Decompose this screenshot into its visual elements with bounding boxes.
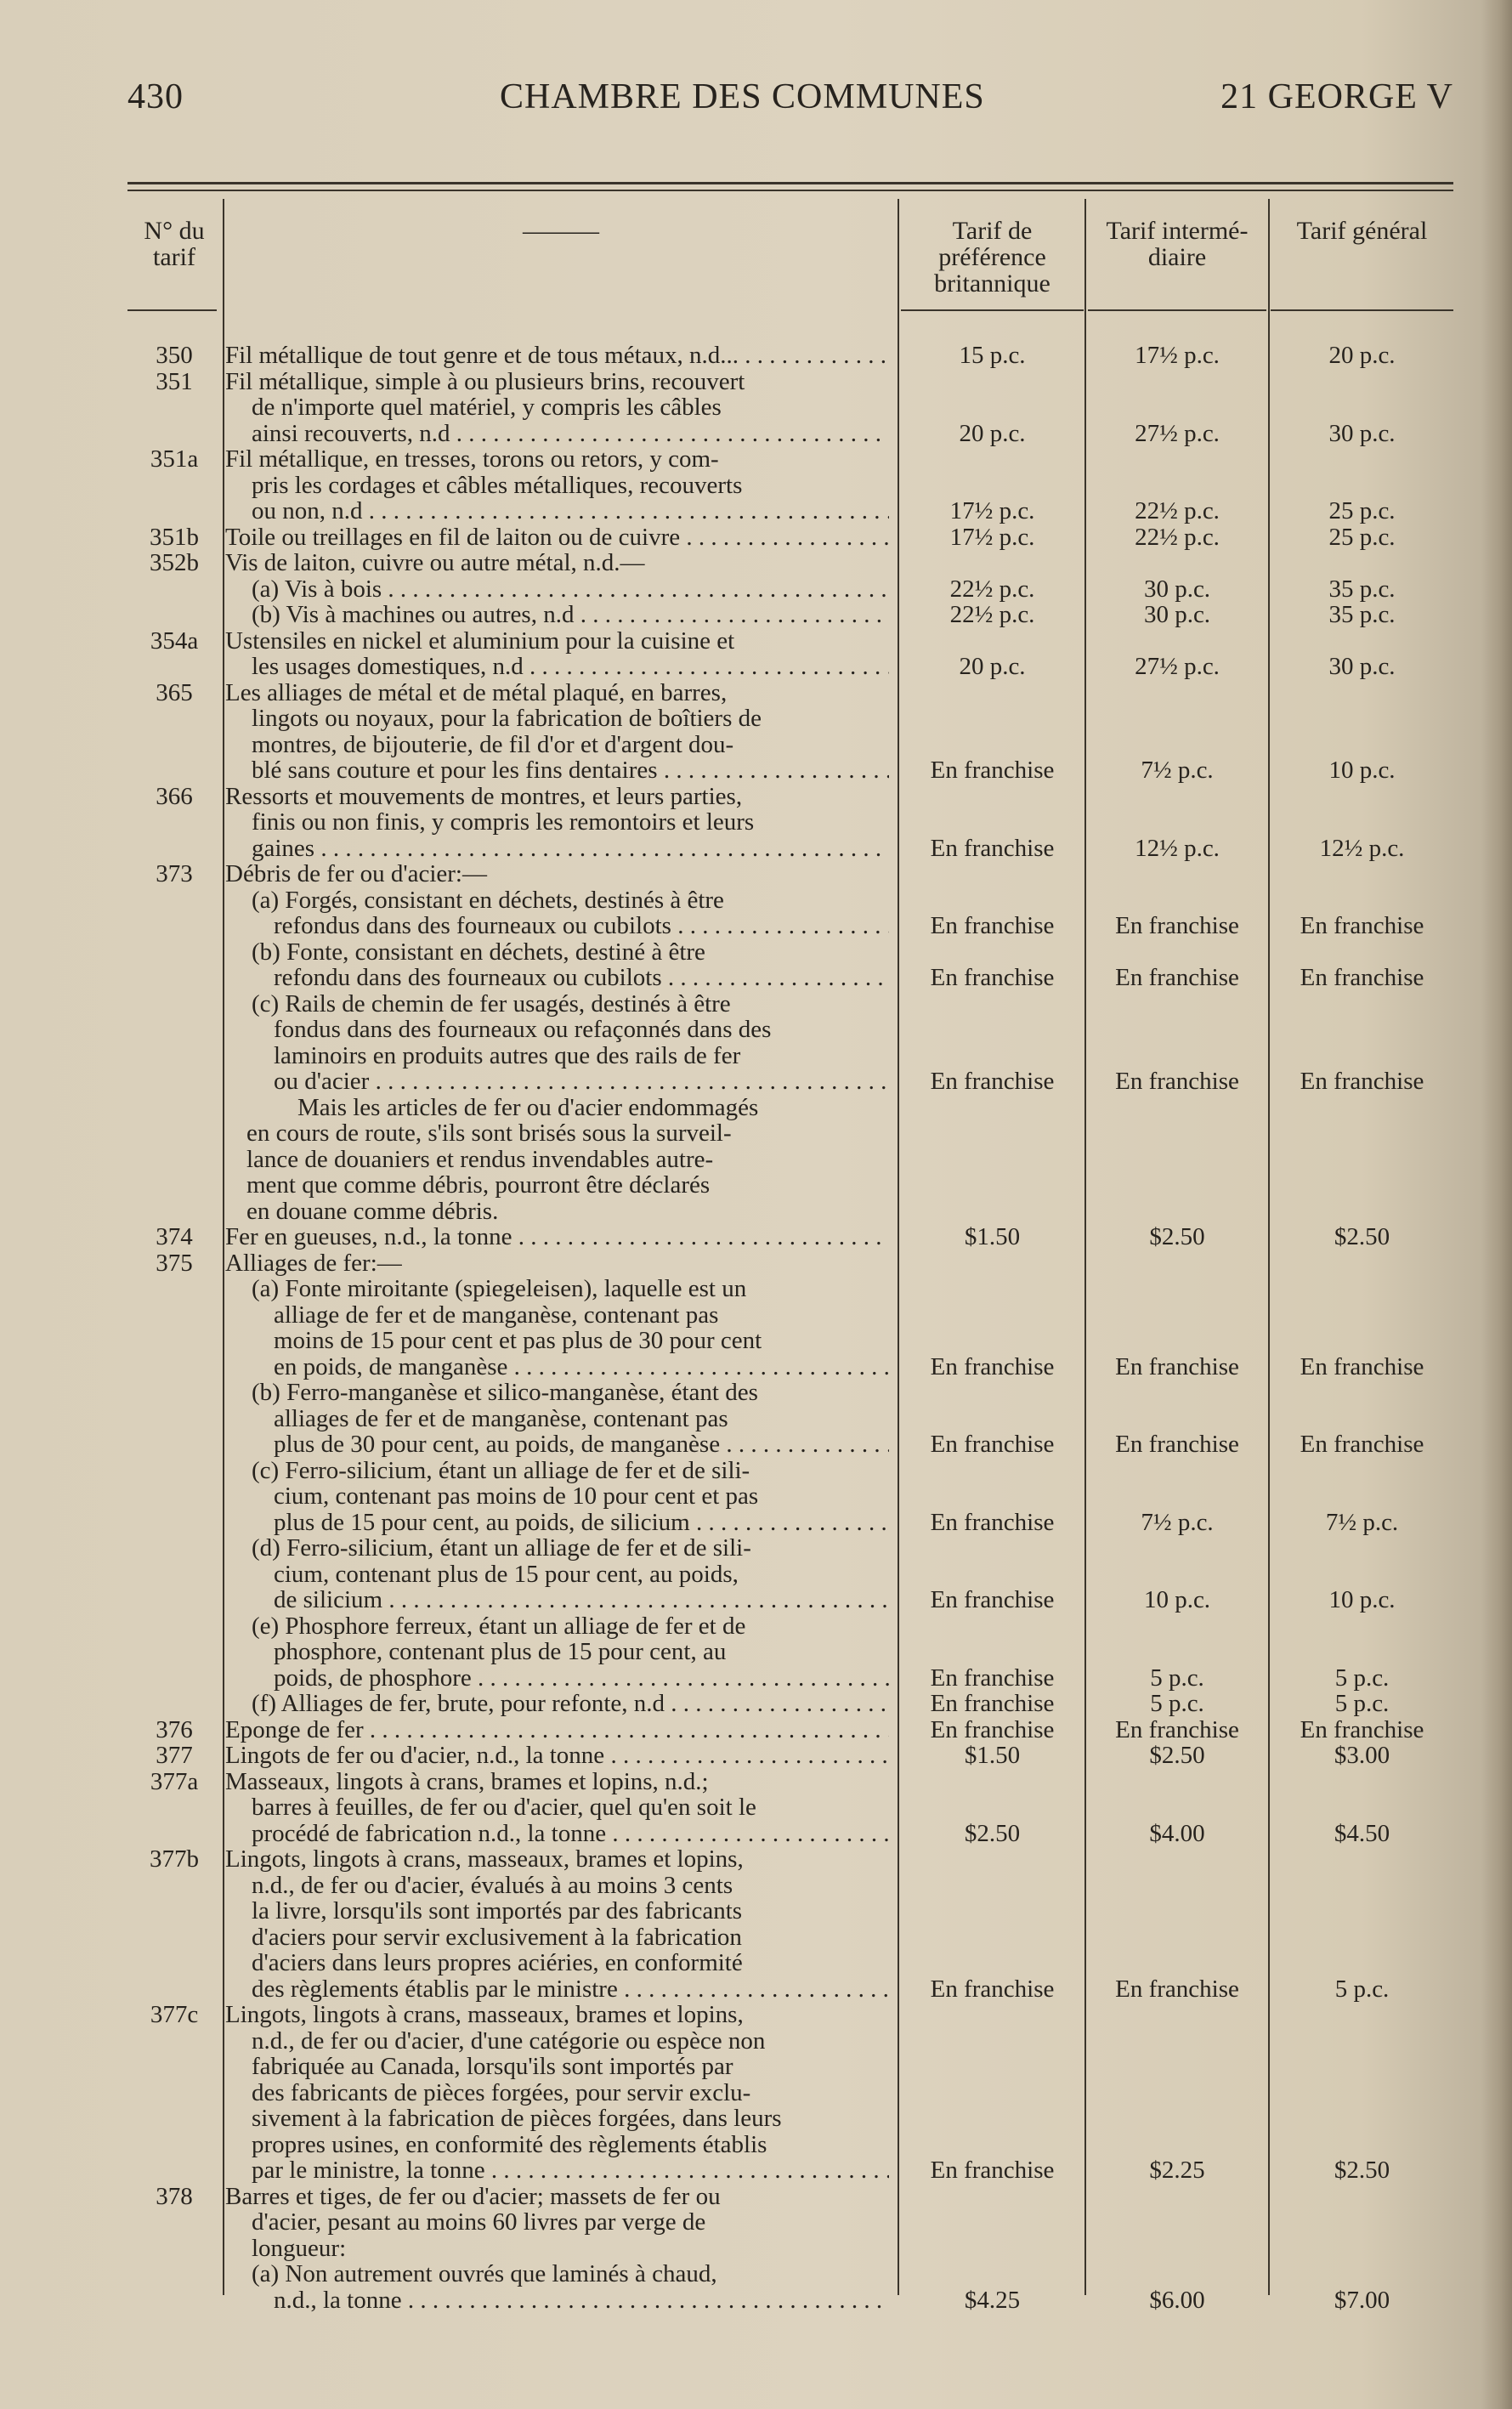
- tariff-description: [252, 939, 889, 991]
- tariff-description: [225, 1224, 889, 1250]
- description-line: (b) Fonte, consistant en déchets, destiné à être: [252, 938, 705, 965]
- rate-british: 22½ p.c.: [949, 575, 1035, 603]
- tariff-number: 354a: [150, 626, 199, 655]
- tariff-description: [252, 1380, 889, 1458]
- rate-intermediate: 22½ p.c.: [1135, 497, 1220, 524]
- rate-intermediate: $2.50: [1149, 1223, 1205, 1250]
- tariff-number: 378: [156, 2182, 193, 2210]
- rate-british: En franchise: [930, 912, 1055, 939]
- description-line: laminoirs en produits autres que des rails de fer: [274, 1042, 741, 1068]
- description-line: Ressorts et mouvements de montres, et leurs parties,: [225, 783, 743, 809]
- rate-british: $1.50: [964, 1223, 1021, 1250]
- rate-british: En franchise: [930, 1431, 1055, 1458]
- page-header: [127, 77, 1453, 128]
- rate-intermediate: 7½ p.c.: [1141, 1508, 1214, 1536]
- tariff-description: [225, 1769, 889, 1847]
- reign-label: 21 GEORGE V: [1220, 77, 1453, 116]
- column-header-description: ———: [523, 217, 599, 245]
- description-line: en poids, de manganèse . . .: [252, 1354, 889, 1380]
- description-line: cium, contenant pas moins de 10 pour cent et pas: [274, 1483, 759, 1510]
- tariff-description: [252, 1613, 889, 1692]
- rate-general: 5 p.c.: [1334, 1975, 1390, 2003]
- description-line: fondus dans des fourneaux ou refaçonnés dans des: [274, 1017, 772, 1043]
- tariff-description: [225, 550, 889, 576]
- page-edge: [1481, 0, 1512, 2409]
- rate-intermediate: En franchise: [1115, 1352, 1239, 1380]
- description-line: en cours de route, s'ils sont brisés sous la surveil-: [246, 1120, 732, 1147]
- description-line: Fil métallique, en tresses, torons ou retors, y com-: [225, 446, 719, 473]
- header-rule-thin: [127, 190, 1453, 191]
- description-line: Toile ou treillages en fil de laiton ou de cuivre . . .: [225, 524, 889, 551]
- rate-general: 5 p.c.: [1334, 1664, 1390, 1692]
- rate-intermediate: 30 p.c.: [1143, 575, 1211, 603]
- rate-intermediate: 10 p.c.: [1143, 1586, 1211, 1613]
- rate-general: 10 p.c.: [1328, 1586, 1396, 1613]
- tariff-description: [225, 680, 889, 784]
- description-line: phosphore, contenant plus de 15 pour cent, au: [274, 1639, 727, 1665]
- rate-british: $4.25: [964, 2286, 1021, 2314]
- column-rule: [127, 309, 217, 311]
- description-line: Lingots de fer ou d'acier, n.d., la tonne . . .: [225, 1743, 889, 1769]
- rate-intermediate: 7½ p.c.: [1141, 757, 1214, 784]
- rate-intermediate: 30 p.c.: [1143, 601, 1211, 628]
- tariff-description: [225, 1846, 889, 2002]
- rate-intermediate: $2.25: [1149, 2157, 1205, 2184]
- tariff-description: [252, 576, 889, 603]
- tariff-number: 375: [156, 1249, 193, 1277]
- description-line: (a) Non autrement ouvrés que laminés à chaud,: [252, 2261, 717, 2287]
- description-line: barres à feuilles, de fer ou d'acier, quel qu'en soit le: [252, 1794, 756, 1821]
- description-line: d'aciers dans leurs propres aciéries, en conformité: [252, 1950, 743, 1976]
- description-line: finis ou non finis, y compris les remontoirs et leurs: [252, 809, 755, 836]
- column-rule: [1271, 309, 1453, 311]
- rate-general: $2.50: [1334, 1223, 1390, 1250]
- rate-intermediate: 5 p.c.: [1150, 1664, 1204, 1692]
- column-divider: [1084, 199, 1086, 2295]
- description-line: en douane comme débris.: [246, 1198, 499, 1224]
- column-divider: [898, 199, 899, 2295]
- column-header-number: N° du tarif: [144, 217, 205, 271]
- tariff-number: 352b: [150, 549, 199, 576]
- rate-british: 15 p.c.: [959, 342, 1026, 369]
- description-line: propres usines, en conformité des règlements établis: [252, 2131, 767, 2157]
- rate-intermediate: 12½ p.c.: [1135, 834, 1220, 862]
- tariff-description: [225, 369, 889, 447]
- tariff-number: 350: [156, 342, 193, 369]
- column-header-british: Tarif de préférence britannique: [934, 217, 1050, 298]
- rate-general: $4.50: [1334, 1819, 1390, 1847]
- description-line: (c) Rails de chemin de fer usagés, destinés à être: [252, 990, 731, 1017]
- tariff-number: 377c: [150, 2001, 199, 2028]
- page-title: CHAMBRE DES COMMUNES: [500, 77, 985, 116]
- description-line: la livre, lorsqu'ils sont importés par des fabricants: [252, 1898, 743, 1924]
- rate-british: 17½ p.c.: [949, 497, 1035, 524]
- description-line: ou d'acier . . .: [252, 1068, 889, 1095]
- rate-british: 20 p.c.: [959, 419, 1026, 447]
- description-line: moins de 15 pour cent et pas plus de 30 pour cent: [274, 1328, 762, 1354]
- tariff-description: [225, 524, 889, 551]
- rate-intermediate: En franchise: [1115, 1715, 1239, 1743]
- description-line: (a) Vis à bois . . .: [252, 576, 889, 603]
- tariff-description: [225, 1743, 889, 1769]
- column-divider: [223, 199, 224, 2295]
- description-line: n.d., de fer ou d'acier, évalués à au moins 3 cents: [252, 1872, 733, 1898]
- description-line: refondus dans des fourneaux ou cubilots . . .: [252, 913, 889, 939]
- rate-british: $2.50: [964, 1819, 1021, 1847]
- tariff-description: [225, 446, 889, 524]
- description-line: Barres et tiges, de fer ou d'acier; massets de fer ou: [225, 2183, 721, 2209]
- description-line: Fil métallique de tout genre et de tous métaux, n.d... . . .: [225, 343, 889, 369]
- rate-british: 20 p.c.: [959, 653, 1026, 680]
- tariff-description: [225, 343, 889, 369]
- rate-british: En franchise: [930, 964, 1055, 991]
- tariff-number: 351: [156, 367, 193, 395]
- tariff-description: [252, 602, 889, 628]
- rate-general: En franchise: [1300, 1715, 1424, 1743]
- tariff-description: [225, 1250, 889, 1277]
- header-rule: [127, 182, 1453, 184]
- description-line: Mais les articles de fer ou d'acier endommagés: [297, 1094, 759, 1120]
- tariff-number: 365: [156, 678, 193, 706]
- rate-general: En franchise: [1300, 1352, 1424, 1380]
- rate-general: 25 p.c.: [1328, 523, 1396, 551]
- tariff-description: [252, 1691, 889, 1717]
- description-line: fabriquée au Canada, lorsqu'ils sont importés par: [252, 2054, 733, 2080]
- rate-intermediate: En franchise: [1115, 1431, 1239, 1458]
- rate-british: En franchise: [930, 1068, 1055, 1095]
- description-line: Débris de fer ou d'acier:—: [225, 861, 487, 887]
- tariff-description: [252, 2261, 889, 2313]
- rate-british: En franchise: [930, 1715, 1055, 1743]
- description-line: d'acier, pesant au moins 60 livres par verge de: [252, 2209, 706, 2236]
- description-line: Lingots, lingots à crans, masseaux, brames et lopins,: [225, 2002, 744, 2028]
- rate-british: En franchise: [930, 1352, 1055, 1380]
- description-line: (d) Ferro-silicium, étant un alliage de fer et de sili-: [252, 1535, 751, 1562]
- description-line: poids, de phosphore . . .: [252, 1665, 889, 1692]
- tariff-number: 351b: [150, 523, 199, 551]
- column-header-intermediate: Tarif intermé- diaire: [1106, 217, 1249, 271]
- rate-british: En franchise: [930, 757, 1055, 784]
- rate-intermediate: En franchise: [1115, 1975, 1239, 2003]
- rate-intermediate: En franchise: [1115, 964, 1239, 991]
- rate-intermediate: En franchise: [1115, 1068, 1239, 1095]
- description-line: des fabricants de pièces forgées, pour servir exclu-: [252, 2079, 751, 2106]
- description-line: plus de 15 pour cent, au poids, de silicium . . .: [252, 1510, 889, 1536]
- description-line: Les alliages de métal et de métal plaqué, en barres,: [225, 679, 728, 706]
- rate-intermediate: $2.50: [1149, 1742, 1205, 1769]
- column-header-general: Tarif général: [1296, 217, 1428, 245]
- description-line: (b) Vis à machines ou autres, n.d . . .: [252, 602, 889, 628]
- description-line: n.d., de fer ou d'acier, d'une catégorie ou espèce non: [252, 2027, 766, 2054]
- description-line: montres, de bijouterie, de fil d'or et d'argent dou-: [252, 731, 734, 757]
- rate-british: En franchise: [930, 1664, 1055, 1692]
- rate-british: En franchise: [930, 834, 1055, 862]
- description-line: Alliages de fer:—: [225, 1250, 402, 1276]
- tariff-number: 377: [156, 1742, 193, 1769]
- tariff-number: 366: [156, 782, 193, 810]
- tariff-number: 377a: [150, 1767, 199, 1795]
- description-line: Lingots, lingots à crans, masseaux, brames et lopins,: [225, 1846, 744, 1873]
- description-line: lingots ou noyaux, pour la fabrication de boîtiers de: [252, 706, 762, 732]
- description-line: (f) Alliages de fer, brute, pour refonte, n.d . . .: [252, 1691, 889, 1717]
- tariff-description: [225, 784, 889, 862]
- tariff-description: [225, 2184, 889, 2262]
- description-line: ou non, n.d . . .: [225, 498, 889, 524]
- column-rule: [901, 309, 1084, 311]
- rate-intermediate: $6.00: [1149, 2286, 1205, 2314]
- description-line: longueur:: [252, 2235, 347, 2261]
- rate-british: En franchise: [930, 1586, 1055, 1613]
- rate-intermediate: $4.00: [1149, 1819, 1205, 1847]
- description-line: sivement à la fabrication de pièces forgées, dans leurs: [252, 2106, 782, 2132]
- description-line: gaines . . .: [225, 836, 889, 862]
- rate-general: 35 p.c.: [1328, 601, 1396, 628]
- tariff-description: [246, 1095, 889, 1225]
- rate-general: En franchise: [1300, 1068, 1424, 1095]
- tariff-description: [252, 1535, 889, 1613]
- tariff-description: [225, 861, 889, 887]
- rate-general: $2.50: [1334, 2157, 1390, 2184]
- description-line: (c) Ferro-silicium, étant un alliage de fer et de sili-: [252, 1457, 750, 1483]
- rate-general: $3.00: [1334, 1742, 1390, 1769]
- rate-british: 17½ p.c.: [949, 523, 1035, 551]
- description-line: ainsi recouverts, n.d . . .: [225, 421, 889, 447]
- rate-intermediate: 22½ p.c.: [1135, 523, 1220, 551]
- rate-british: 22½ p.c.: [949, 601, 1035, 628]
- description-line: alliage de fer et de manganèse, contenant pas: [274, 1301, 719, 1328]
- description-line: de silicium . . .: [252, 1587, 889, 1613]
- rate-british: En franchise: [930, 2157, 1055, 2184]
- tariff-number: 351a: [150, 445, 199, 473]
- tariff-description: [252, 887, 889, 939]
- description-line: d'aciers pour servir exclusivement à la fabrication: [252, 1924, 742, 1950]
- page-number: 430: [127, 77, 184, 116]
- description-line: procédé de fabrication n.d., la tonne . . .: [225, 1821, 889, 1847]
- description-line: alliages de fer et de manganèse, contenant pas: [274, 1405, 728, 1431]
- description-line: lance de douaniers et rendus invendables autre-: [246, 1146, 714, 1172]
- rate-general: 5 p.c.: [1334, 1690, 1390, 1717]
- rate-general: En franchise: [1300, 964, 1424, 991]
- tariff-number: 376: [156, 1715, 193, 1743]
- rate-general: En franchise: [1300, 912, 1424, 939]
- description-line: cium, contenant plus de 15 pour cent, au poids,: [274, 1561, 739, 1587]
- rate-british: En franchise: [930, 1975, 1055, 2003]
- rate-general: 30 p.c.: [1328, 419, 1396, 447]
- rate-general: 12½ p.c.: [1319, 834, 1405, 862]
- rate-general: En franchise: [1300, 1431, 1424, 1458]
- description-line: pris les cordages et câbles métalliques, recouverts: [252, 472, 743, 498]
- rate-intermediate: 5 p.c.: [1150, 1690, 1204, 1717]
- description-line: refondu dans des fourneaux ou cubilots . . .: [252, 965, 889, 991]
- tariff-description: [225, 1717, 889, 1743]
- rate-intermediate: 17½ p.c.: [1135, 342, 1220, 369]
- description-line: de n'importe quel matériel, y compris les câbles: [252, 394, 722, 421]
- description-line: les usages domestiques, n.d . . .: [225, 654, 889, 680]
- description-line: ment que comme débris, pourront être déclarés: [246, 1172, 711, 1199]
- tariff-number: 373: [156, 860, 193, 887]
- rate-intermediate: 27½ p.c.: [1135, 653, 1220, 680]
- tariff-description: [252, 991, 889, 1095]
- tariff-description: [252, 1276, 889, 1380]
- description-line: Eponge de fer . . .: [225, 1717, 889, 1743]
- column-rule: [1088, 309, 1266, 311]
- rate-british: En franchise: [930, 1690, 1055, 1717]
- rate-general: $7.00: [1334, 2286, 1390, 2314]
- rate-general: 25 p.c.: [1328, 497, 1396, 524]
- tariff-description: [225, 2002, 889, 2184]
- rate-british: En franchise: [930, 1508, 1055, 1536]
- tariff-description: [252, 1458, 889, 1536]
- description-line: (b) Ferro-manganèse et silico-manganèse, étant des: [252, 1380, 758, 1406]
- description-line: par le ministre, la tonne . . .: [225, 2157, 889, 2184]
- description-line: Vis de laiton, cuivre ou autre métal, n.d.—: [225, 550, 645, 576]
- description-line: (a) Forgés, consistant en déchets, destinés à être: [252, 887, 724, 913]
- rate-general: 35 p.c.: [1328, 575, 1396, 603]
- rate-general: 10 p.c.: [1328, 757, 1396, 784]
- tariff-description: [225, 628, 889, 680]
- rate-british: $1.50: [964, 1742, 1021, 1769]
- rate-general: 30 p.c.: [1328, 653, 1396, 680]
- description-line: des règlements établis par le ministre . . .: [225, 1976, 889, 2003]
- rate-intermediate: En franchise: [1115, 912, 1239, 939]
- tariff-number: 374: [156, 1223, 193, 1250]
- description-line: Fer en gueuses, n.d., la tonne . . .: [225, 1224, 889, 1250]
- rate-general: 7½ p.c.: [1325, 1508, 1399, 1536]
- rate-intermediate: 27½ p.c.: [1135, 419, 1220, 447]
- description-line: plus de 30 pour cent, au poids, de manganèse . . .: [252, 1431, 889, 1458]
- column-divider: [1268, 199, 1270, 2295]
- rate-general: 20 p.c.: [1328, 342, 1396, 369]
- description-line: (a) Fonte miroitante (spiegeleisen), laquelle est un: [252, 1276, 747, 1302]
- description-line: blé sans couture et pour les fins dentaires . . .: [225, 757, 889, 784]
- description-line: n.d., la tonne . . .: [252, 2287, 889, 2314]
- description-line: Masseaux, lingots à crans, brames et lopins, n.d.;: [225, 1768, 709, 1794]
- tariff-number: 377b: [150, 1845, 199, 1873]
- description-line: (e) Phosphore ferreux, étant un alliage de fer et de: [252, 1613, 746, 1639]
- description-line: Ustensiles en nickel et aluminium pour la cuisine et: [225, 627, 735, 654]
- description-line: Fil métallique, simple à ou plusieurs brins, recouvert: [225, 368, 745, 394]
